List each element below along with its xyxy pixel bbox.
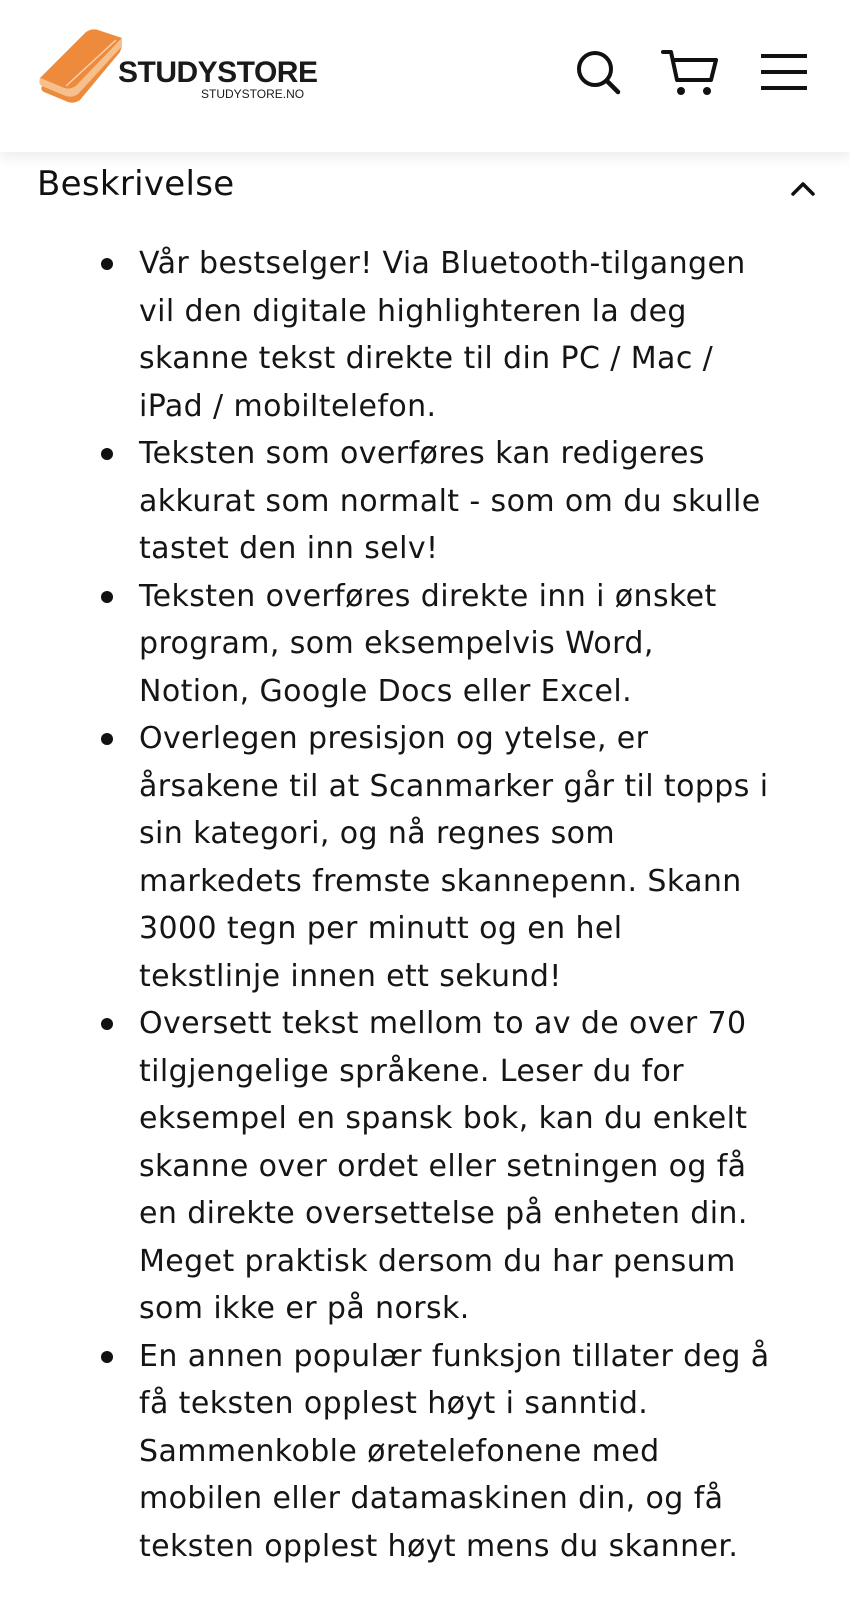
list-item: Teksten som overføres kan redigeres akkurat som normalt - som om du skulle tastet den inn selv! [139,430,770,573]
logo-wordmark: STUDYSTORE [118,56,318,89]
studystore-logo[interactable] [36,26,346,110]
description-accordion-toggle[interactable] [0,152,850,224]
cart-icon [661,46,719,98]
list-item: En annen populær funksjon tillater deg å få teksten opplest høyt i sanntid. Sammenkoble øretelefonene med mobilen eller datamaskinen din, og få teksten opplest høyt mens du skanner. [139,1333,770,1571]
section-title: Beskrivelse [37,164,235,204]
logo-domain: STUDYSTORE.NO [201,87,305,101]
book-logo-icon [36,26,126,106]
search-icon [574,48,622,96]
description-content [0,240,850,1570]
cart-button[interactable] [658,40,722,104]
list-item: Oversett tekst mellom to av de over 70 tilgjengelige språkene. Leser du for eksempel en spansk bok, kan du enkelt skanne over ordet eller setningen og få en direkte oversettelse på enheten din. Meget praktisk dersom du har pensum som ikke er på norsk. [139,1000,770,1333]
menu-button[interactable] [752,40,816,104]
search-button[interactable] [566,40,630,104]
feature-list [0,240,850,1570]
list-item: Teksten overføres direkte inn i ønsket program, som eksempelvis Word, Notion, Google Docs eller Excel. [139,573,770,716]
list-item: Vår bestselger! Via Bluetooth-tilgangen vil den digitale highlighteren la deg skanne tekst direkte til din PC / Mac / iPad / mobiltelefon. [139,240,770,430]
menu-icon [759,52,809,92]
site-header [0,0,850,152]
list-item: Overlegen presisjon og ytelse, er årsakene til at Scanmarker går til topps i sin kategori, og nå regnes som markedets fremste skannepenn. Skann 3000 tegn per minutt og en hel tekstlinje innen ett sekund! [139,715,770,1000]
chevron-up-icon [788,174,818,204]
